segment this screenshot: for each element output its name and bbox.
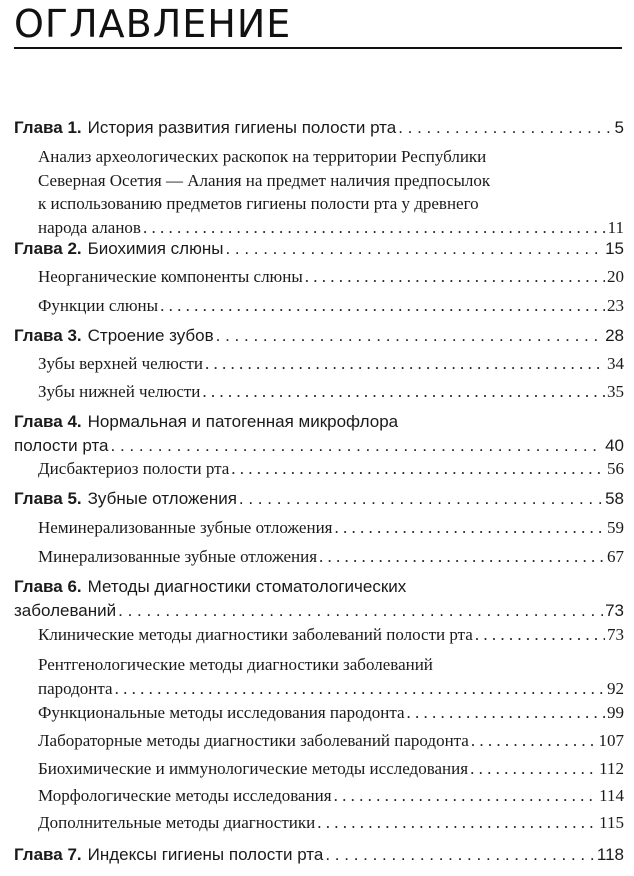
toc-entry-line (38, 729, 624, 753)
dot-leader (143, 216, 606, 240)
toc-entry-line (38, 811, 624, 835)
page-number: 56 (607, 459, 624, 478)
dot-leader (407, 701, 605, 725)
toc-entry-line (38, 380, 624, 404)
entry-title-text: Дисбактериоз полости рта (38, 459, 230, 478)
page-number: 58 (605, 489, 624, 508)
dot-leader (118, 599, 603, 623)
dot-leader (470, 757, 597, 781)
page-number: 73 (605, 600, 624, 620)
toc-entry-line (38, 352, 624, 376)
toc-section-entry (14, 653, 624, 700)
entry-title-text: Функциональные методы исследования пародонта (38, 703, 405, 722)
toc-section-entry (14, 457, 624, 481)
toc-section-entry (14, 380, 624, 404)
dot-leader (471, 729, 597, 753)
page-number: 115 (599, 813, 624, 832)
page-number: 118 (596, 845, 624, 864)
toc-section-entry (14, 294, 624, 318)
entry-title-text: пародонта (38, 678, 113, 698)
toc-entry-line (38, 457, 624, 481)
toc-chapter-entry (14, 487, 624, 511)
toc-entry-line (38, 192, 624, 216)
chapter-label: Глава 7. (14, 845, 82, 864)
toc-entry-line (38, 545, 624, 569)
dot-leader (111, 434, 604, 458)
dot-leader (334, 784, 598, 808)
entry-title-text: Неминерализованные зубные отложения (38, 518, 333, 537)
toc-entry-line (38, 677, 624, 701)
toc-entry-line (14, 116, 624, 140)
entry-title-text: Методы диагностики стоматологических (87, 577, 407, 596)
page-number: 59 (607, 518, 624, 537)
toc-entry-line (14, 324, 624, 348)
toc-section-entry (14, 145, 624, 239)
toc-chapter-entry (14, 843, 624, 867)
page-number: 35 (607, 382, 624, 401)
entry-title-text: Лабораторные методы диагностики заболеваний пародонта (38, 731, 469, 750)
entry-title-text: Нормальная и патогенная микрофлора (87, 412, 399, 431)
toc-section-entry (14, 265, 624, 289)
dot-leader (317, 811, 597, 835)
dot-leader (325, 843, 595, 867)
dot-leader (335, 516, 606, 540)
dot-leader (239, 487, 603, 511)
entry-title-text: Строение зубов (87, 326, 214, 345)
toc-entry-line (38, 784, 624, 808)
entry-title-text: народа аланов (38, 217, 141, 237)
toc-entry-line (38, 653, 624, 677)
toc-chapter-entry (14, 237, 624, 261)
dot-leader (202, 380, 605, 404)
toc-chapter-entry (14, 116, 624, 140)
entry-title-text: Морфологические методы исследования (38, 786, 332, 805)
toc-chapter-entry (14, 410, 624, 457)
entry-title-text: Биохимические и иммунологические методы исследования (38, 759, 469, 778)
entry-title-text: Биохимия слюны (87, 239, 224, 258)
page-number: 112 (599, 759, 624, 778)
entry-title-text: полости рта (14, 435, 109, 455)
page-number: 5 (614, 118, 624, 137)
dot-leader (305, 265, 605, 289)
toc-chapter-entry (14, 324, 624, 348)
entry-title-text: Анализ археологических раскопок на территории Республики (38, 147, 487, 166)
entry-title-text: Зубы нижней челюсти (38, 382, 201, 401)
toc-entry-line (14, 410, 624, 434)
page-number: 99 (607, 703, 624, 722)
toc-section-entry (14, 623, 624, 647)
page-number: 34 (607, 354, 624, 373)
page-title: ОГЛАВЛЕНИЕ (14, 2, 292, 46)
chapter-label: Глава 2. (14, 239, 82, 258)
dot-leader (115, 677, 605, 701)
toc-entry-line (38, 623, 624, 647)
page-number: 107 (598, 731, 624, 750)
dot-leader (216, 324, 603, 348)
dot-leader (475, 623, 605, 647)
title-underline (14, 47, 622, 49)
toc-section-entry (14, 545, 624, 569)
toc-section-entry (14, 701, 624, 725)
toc-entry-line (14, 843, 624, 867)
toc-chapter-entry (14, 575, 624, 622)
dot-leader (205, 352, 605, 376)
entry-title-text: Рентгенологические методы диагностики заболеваний (38, 655, 433, 674)
toc-entry-line (14, 237, 624, 261)
page-number: 40 (605, 435, 624, 455)
toc-entry-line (38, 294, 624, 318)
entry-title-text: Северная Осетия — Алания на предмет наличия предпосылок (38, 170, 491, 190)
entry-title-text: Минерализованные зубные отложения (38, 547, 318, 566)
chapter-label: Глава 6. (14, 577, 82, 596)
toc-section-entry (14, 729, 624, 753)
toc-entry-line (38, 145, 624, 169)
toc-section-entry (14, 516, 624, 540)
chapter-label: Глава 4. (14, 412, 82, 431)
toc-entry-line (38, 169, 624, 193)
entry-title-text: Функции слюны (38, 296, 159, 315)
toc-entry-line (38, 701, 624, 725)
page-number: 92 (607, 678, 624, 698)
chapter-label: Глава 3. (14, 326, 82, 345)
entry-title-text: История развития гигиены полости рта (87, 118, 397, 137)
dot-leader (231, 457, 605, 481)
dot-leader (225, 237, 603, 261)
entry-title-text: Зубы верхней челюсти (38, 354, 203, 373)
entry-title-text: Дополнительные методы диагностики (38, 813, 316, 832)
page-number: 15 (605, 239, 624, 258)
entry-title-text: Зубные отложения (87, 489, 237, 508)
entry-title-text: Индексы гигиены полости рта (87, 845, 324, 864)
toc-entry-line (14, 575, 624, 599)
toc-entry-line (38, 516, 624, 540)
entry-title-text: Клинические методы диагностики заболеваний полости рта (38, 625, 473, 644)
toc-entry-line (14, 599, 624, 623)
chapter-label: Глава 1. (14, 118, 82, 137)
dot-leader (319, 545, 605, 569)
toc-entry-line (38, 265, 624, 289)
toc-section-entry (14, 811, 624, 835)
page-number: 73 (607, 625, 624, 644)
toc-entry-line (38, 216, 624, 240)
dot-leader (160, 294, 605, 318)
toc-section-entry (14, 784, 624, 808)
toc-section-entry (14, 757, 624, 781)
page-number: 28 (605, 326, 624, 345)
page-number: 20 (607, 267, 624, 286)
toc-entry-line (14, 434, 624, 458)
toc-entry-line (14, 487, 624, 511)
page-number: 67 (607, 547, 624, 566)
dot-leader (398, 116, 610, 140)
toc-section-entry (14, 352, 624, 376)
entry-title-text: к использованию предметов гигиены полости рта у древнего (38, 194, 479, 213)
entry-title-text: заболеваний (14, 600, 117, 620)
page-number: 114 (599, 786, 624, 805)
page-number: 23 (607, 296, 624, 315)
entry-title-text: Неорганические компоненты слюны (38, 267, 303, 286)
chapter-label: Глава 5. (14, 489, 82, 508)
page-number: 11 (607, 217, 624, 237)
toc-entry-line (38, 757, 624, 781)
